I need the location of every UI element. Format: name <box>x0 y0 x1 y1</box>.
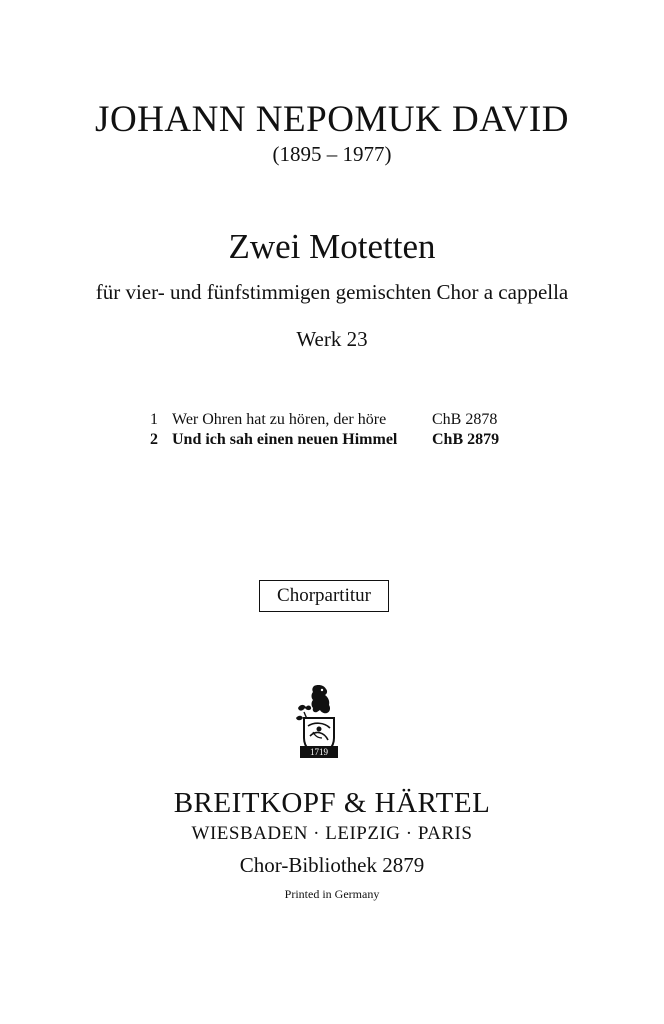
publisher-name: BREITKOPF & HÄRTEL <box>173 787 491 819</box>
composer-name: JOHANN NEPOMUK DAVID <box>95 99 569 140</box>
contents-item-catalog: ChB 2878 <box>432 411 498 428</box>
contents-item-number: 2 <box>150 431 158 448</box>
opus-number: Werk 23 <box>296 327 368 351</box>
contents-item <box>150 410 510 430</box>
composer-years: (1895 – 1977) <box>272 142 392 166</box>
work-title: Zwei Motetten <box>228 227 436 266</box>
series-number: Chor-Bibliothek 2879 <box>239 853 425 877</box>
contents-item <box>150 430 510 450</box>
printed-note: Printed in Germany <box>284 887 380 901</box>
contents-list <box>150 410 510 450</box>
publisher-cities: WIESBADEN · LEIPZIG · PARIS <box>191 823 473 844</box>
contents-item-catalog: ChB 2879 <box>432 431 500 448</box>
contents-item-title: Und ich sah einen neuen Himmel <box>172 431 398 448</box>
contents-item-title: Wer Ohren hat zu hören, der höre <box>172 411 387 428</box>
edition-label: Chorpartitur <box>259 580 389 612</box>
emblem-year: 1719 <box>310 747 328 757</box>
work-subtitle: für vier- und fünfstimmigen gemischten Chor a cappella <box>95 280 569 304</box>
contents-item-number: 1 <box>150 411 158 428</box>
publisher-emblem-icon <box>284 682 348 762</box>
